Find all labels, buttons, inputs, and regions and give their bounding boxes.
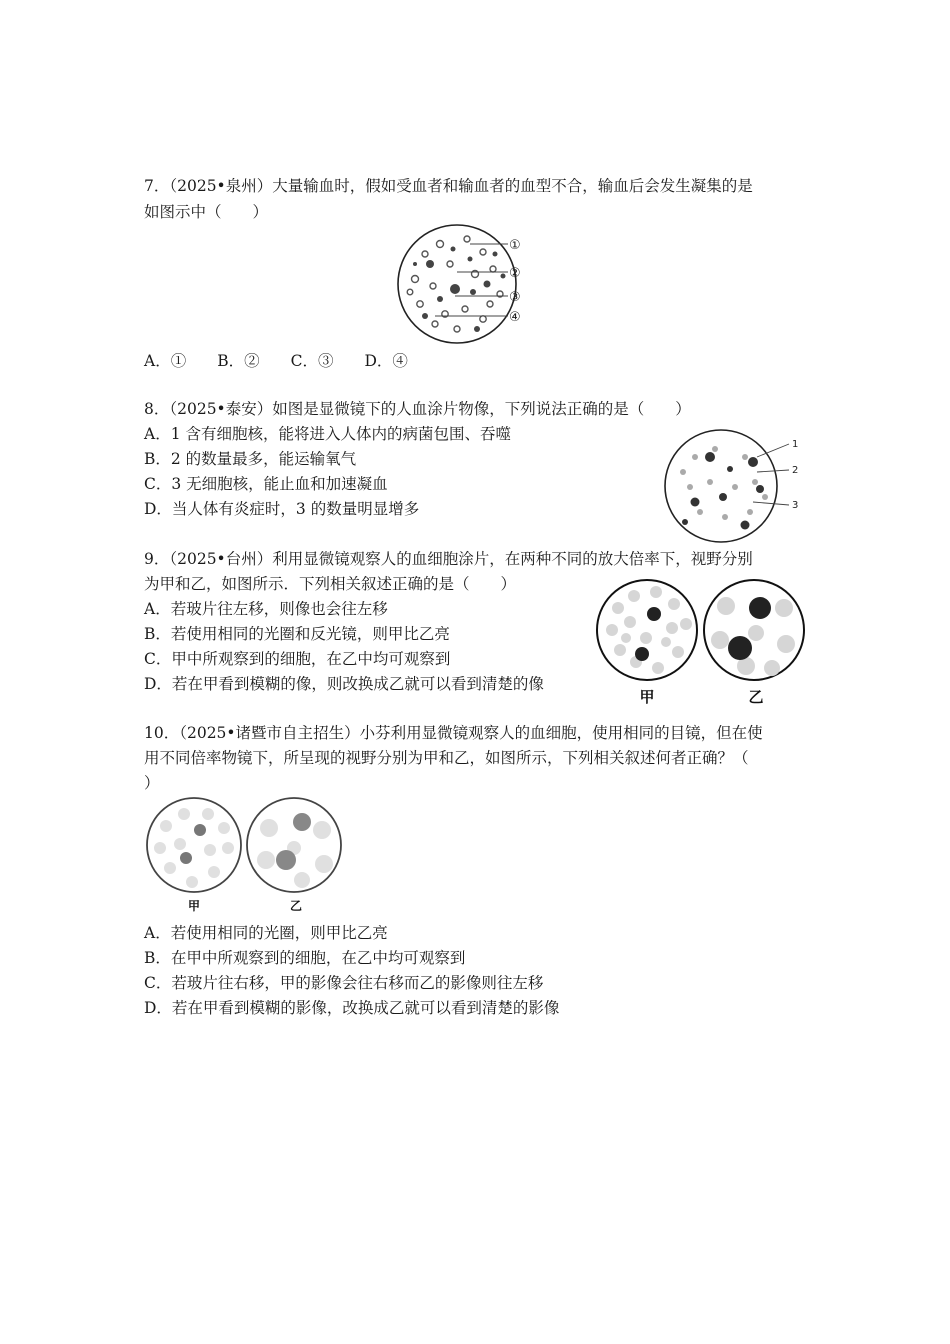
q8-option-d: D．当人体有炎症时，3 的数量明显增多 [144,500,420,518]
q10-option-b: B．在甲中所观察到的细胞，在乙中均可观察到 [144,949,466,967]
q10-label-jia: 甲 [187,899,201,913]
q7-options: A．① B．② C．③ D．④ [144,352,408,370]
q7-label-2: ② [509,266,521,281]
q10-stem-line-1: 10．（2025•诸暨市自主招生）小芬利用显微镜观察人的血细胞，使用相同的目镜，但在使 [144,724,763,742]
q9-microscope-fields-figure [596,578,810,708]
q9-option-a: A．若玻片往左移，则像也会往左移 [144,600,388,618]
q7-stem-line-2: 如图示中（ ） [144,203,269,221]
q7-blood-smear-figure [395,224,565,346]
q9-option-c: C．甲中所观察到的细胞，在乙中均可观察到 [144,650,451,668]
q9-label-yi: 乙 [748,688,764,706]
q10-microscope-fields-figure [144,798,354,918]
q8-option-c: C．3 无细胞核，能止血和加速凝血 [144,475,388,493]
q9-option-b: B．若使用相同的光圈和反光镜，则甲比乙亮 [144,625,450,643]
q10-option-d: D．若在甲看到模糊的影像，改换成乙就可以看到清楚的影像 [144,999,560,1017]
q8-blood-smear-figure [665,427,805,545]
q7-label-3: ③ [509,290,521,305]
q10-stem-line-3: ） [144,774,160,792]
q10-stem-line-2: 用不同倍率物镜下，所呈现的视野分别为甲和乙，如图所示，下列相关叙述何者正确？（ [144,749,749,767]
q9-label-jia: 甲 [639,688,655,706]
q8-option-b: B．2 的数量最多，能运输氧气 [144,450,357,468]
q7-label-1: ① [509,238,521,253]
q9-option-d: D．若在甲看到模糊的像，则改换成乙就可以看到清楚的像 [144,675,544,693]
q8-option-a: A．1 含有细胞核，能将进入人体内的病菌包围、吞噬 [144,425,511,443]
q9-stem-line-2: 为甲和乙，如图所示．下列相关叙述正确的是（ ） [144,575,517,593]
q10-option-a: A．若使用相同的光圈，则甲比乙亮 [144,924,388,942]
q7-label-4: ④ [509,310,521,325]
q8-label-1: 1 [792,439,799,450]
q9-stem-line-1: 9．（2025•台州）利用显微镜观察人的血细胞涂片，在两种不同的放大倍率下，视野分别 [144,550,753,568]
q10-option-c: C．若玻片往右移，甲的影像会往右移而乙的影像则往左移 [144,974,544,992]
q8-stem: 8．（2025•泰安）如图是显微镜下的人血涂片物像，下列说法正确的是（ ） [144,400,691,418]
q10-label-yi: 乙 [289,899,303,913]
q8-label-2: 2 [792,465,799,476]
q8-label-3: 3 [792,500,799,511]
q7-stem-line-1: 7．（2025•泉州）大量输血时，假如受血者和输血者的血型不合，输血后会发生凝集的是 [144,177,753,195]
